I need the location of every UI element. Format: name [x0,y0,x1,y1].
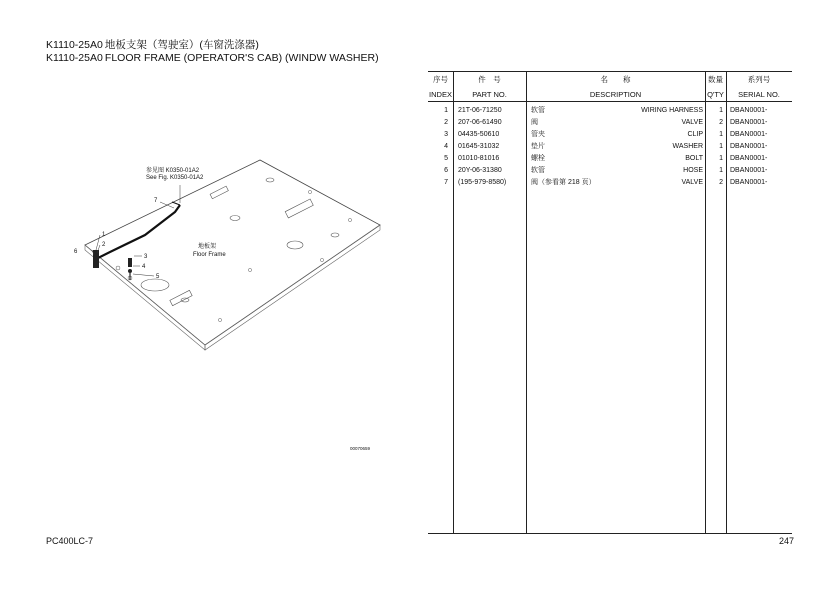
row-index: 6 [444,167,448,174]
table-row [428,153,792,165]
header-part-en: PART NO. [472,90,507,99]
header-serial-cn: 系列号 [747,75,771,84]
title-code: K1110-25A0 [46,52,103,64]
title-code: K1110-25A0 [46,39,103,51]
washer-part [128,269,132,273]
callout-2: 2 [102,242,106,248]
row-serial: DBAN0001- [730,179,768,186]
row-name-cn: 阀 [531,119,538,126]
callout-5: 5 [156,274,160,280]
header-desc-cn: 名 称 [600,75,631,84]
title-line-en [46,52,379,65]
title-line-cn [46,39,379,52]
row-index: 2 [444,119,448,126]
row-part-no: (195-979-8580) [458,179,507,186]
row-part-no: 01645-31032 [458,143,500,150]
parts-diagram [60,150,390,450]
figure-reference-en: See Fig. K0350-01A2 [146,175,204,181]
row-name-en: CLIP [687,131,703,138]
header-part-cn: 件 号 [478,75,501,84]
row-name-en: BOLT [685,155,703,162]
floor-frame-illustration [60,150,390,450]
row-name-en: WIRING HARNESS [641,107,703,114]
row-qty: 1 [719,143,723,150]
row-serial: DBAN0001- [730,131,768,138]
row-name-cn: 管夹 [531,131,545,138]
table-row [428,177,792,189]
row-part-no: 21T-06-71250 [458,107,502,114]
row-qty: 1 [719,131,723,138]
row-index: 1 [444,107,448,114]
frame-label-cn: 地板架 [198,244,217,250]
drawing-number: 00070659 [350,446,371,450]
table-row [428,129,792,141]
row-name-cn: 阀（参看第 218 页） [531,179,596,186]
row-name-en: HOSE [683,167,703,174]
row-name-cn: 软管 [531,167,545,174]
table-row [428,105,792,117]
table-row [428,117,792,129]
frame-label-en: Floor Frame [193,252,226,258]
table-row [428,141,792,153]
figure-reference-cn: 参见图 K0350-01A2 [146,168,200,174]
table-row [428,165,792,177]
header-qty-cn: 数量 [708,75,723,84]
header-qty-en: Q'TY [707,90,724,99]
header-desc-en: DESCRIPTION [589,90,642,99]
row-name-cn: 软管 [531,107,545,114]
row-index: 4 [444,143,448,150]
row-part-no: 20Y-06-31380 [458,167,502,174]
washer-hose [98,205,180,258]
row-name-en: VALVE [681,179,703,186]
row-part-no: 01010-81016 [458,155,500,162]
row-qty: 1 [719,155,723,162]
page-number: 247 [778,536,794,546]
floor-frame-outline [85,160,380,345]
callout-7: 7 [154,198,158,204]
model-number: PC400LC-7 [46,536,94,546]
page-title [46,39,379,65]
callout-1: 1 [102,232,106,238]
title-text-cn: 地板支架（驾驶室）(车窗洗涤器) [104,39,259,51]
row-index: 7 [444,179,448,186]
clip-part [128,258,132,267]
callout-3: 3 [144,254,148,260]
row-name-cn: 垫片 [531,143,545,150]
callout-6: 6 [74,249,78,255]
row-serial: DBAN0001- [730,107,768,114]
row-part-no: 207-06-61490 [458,119,502,126]
row-index: 5 [444,155,448,162]
row-qty: 1 [719,107,723,114]
row-serial: DBAN0001- [730,155,768,162]
row-serial: DBAN0001- [730,119,768,126]
row-serial: DBAN0001- [730,167,768,174]
header-index-cn: 序号 [433,75,448,84]
row-qty: 2 [719,119,723,126]
row-name-en: VALVE [681,119,703,126]
row-qty: 1 [719,167,723,174]
row-name-en: WASHER [672,143,703,150]
valve-part [93,250,99,268]
row-serial: DBAN0001- [730,143,768,150]
callout-4: 4 [142,264,146,270]
row-name-cn: 螺栓 [531,155,545,162]
header-index-en: INDEX [429,90,452,99]
row-index: 3 [444,131,448,138]
header-serial-en: SERIAL NO. [738,90,780,99]
row-part-no: 04435-50610 [458,131,500,138]
row-qty: 2 [719,179,723,186]
title-text-en: FLOOR FRAME (OPERATOR'S CAB) (WINDW WASHER) [104,52,379,64]
